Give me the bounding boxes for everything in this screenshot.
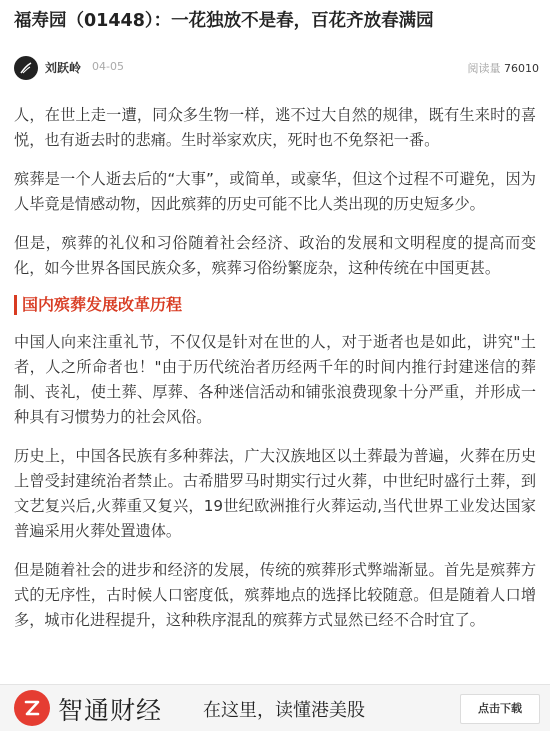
author-avatar-icon[interactable] bbox=[14, 56, 38, 80]
brand-name: 智通财经 bbox=[58, 696, 163, 725]
article-meta bbox=[14, 56, 539, 80]
app-download-banner bbox=[0, 684, 550, 731]
section-heading: 国内殡葬发展改革历程 bbox=[14, 295, 536, 315]
article-title: 福寿园（01448）：一花独放不是春，百花齐放春满园 bbox=[14, 11, 434, 31]
read-count bbox=[468, 60, 540, 76]
publish-date: 04-05 bbox=[92, 60, 124, 73]
paragraph: 但是随着社会的进步和经济的发展，传统的殡葬形式弊端渐显。首先是殡葬方式的无序性，古时候人口密度低，殡葬地点的选择比较随意。但是随着人口增多，城市化进程提升，这种秩序混乱的殡葬方式显然已经不合时宜了。 bbox=[14, 561, 536, 629]
download-button[interactable]: 点击下载 bbox=[460, 694, 540, 724]
paragraph: 但是，殡葬的礼仪和习俗随着社会经济、政治的发展和文明程度的提高而变化，如今世界各国民族众多，殡葬习俗纷繁庞杂，这种传统在中国更甚。 bbox=[14, 234, 536, 277]
article-body bbox=[14, 103, 536, 647]
read-count-value: 76010 bbox=[504, 62, 539, 75]
author-name[interactable]: 刘跃岭 bbox=[45, 61, 82, 75]
read-count-label: 阅读量 bbox=[467, 62, 501, 75]
paragraph: 殡葬是一个人逝去后的“大事”，或简单，或豪华，但这个过程不可避免，因为人毕竟是情感动物，因此殡葬的历史可能不比人类出现的历史短多少。 bbox=[14, 170, 536, 213]
paragraph: 人，在世上走一遭，同众多生物一样，逃不过大自然的规律，既有生来时的喜悦，也有逝去时的悲痛。生时举家欢庆，死时也不免祭祀一番。 bbox=[14, 106, 536, 149]
banner-slogan: 在这里，读懂港美股 bbox=[203, 700, 365, 721]
zhitong-logo-icon bbox=[14, 690, 50, 726]
paragraph: 历史上，中国各民族有多种葬法，广大汉族地区以土葬最为普遍，火葬在历史上曾受封建统治者禁止。古希腊罗马时期实行过火葬，中世纪时盛行土葬，到文艺复兴后,火葬重又复兴，19世纪欧洲推行火葬运动,当代世界工业发达国家普遍采用火葬处置遗体。 bbox=[14, 447, 536, 540]
paragraph: 中国人向来注重礼节，不仅仅是针对在世的人，对于逝者也是如此，讲究"土者，人之所命者也！"由于历代统治者历经两千年的时间内推行封建迷信的葬制、丧礼，使土葬、厚葬、各种迷信活动和铺张浪费现象十分严重，并形成一种具有习惯势力的社会风俗。 bbox=[14, 333, 536, 426]
